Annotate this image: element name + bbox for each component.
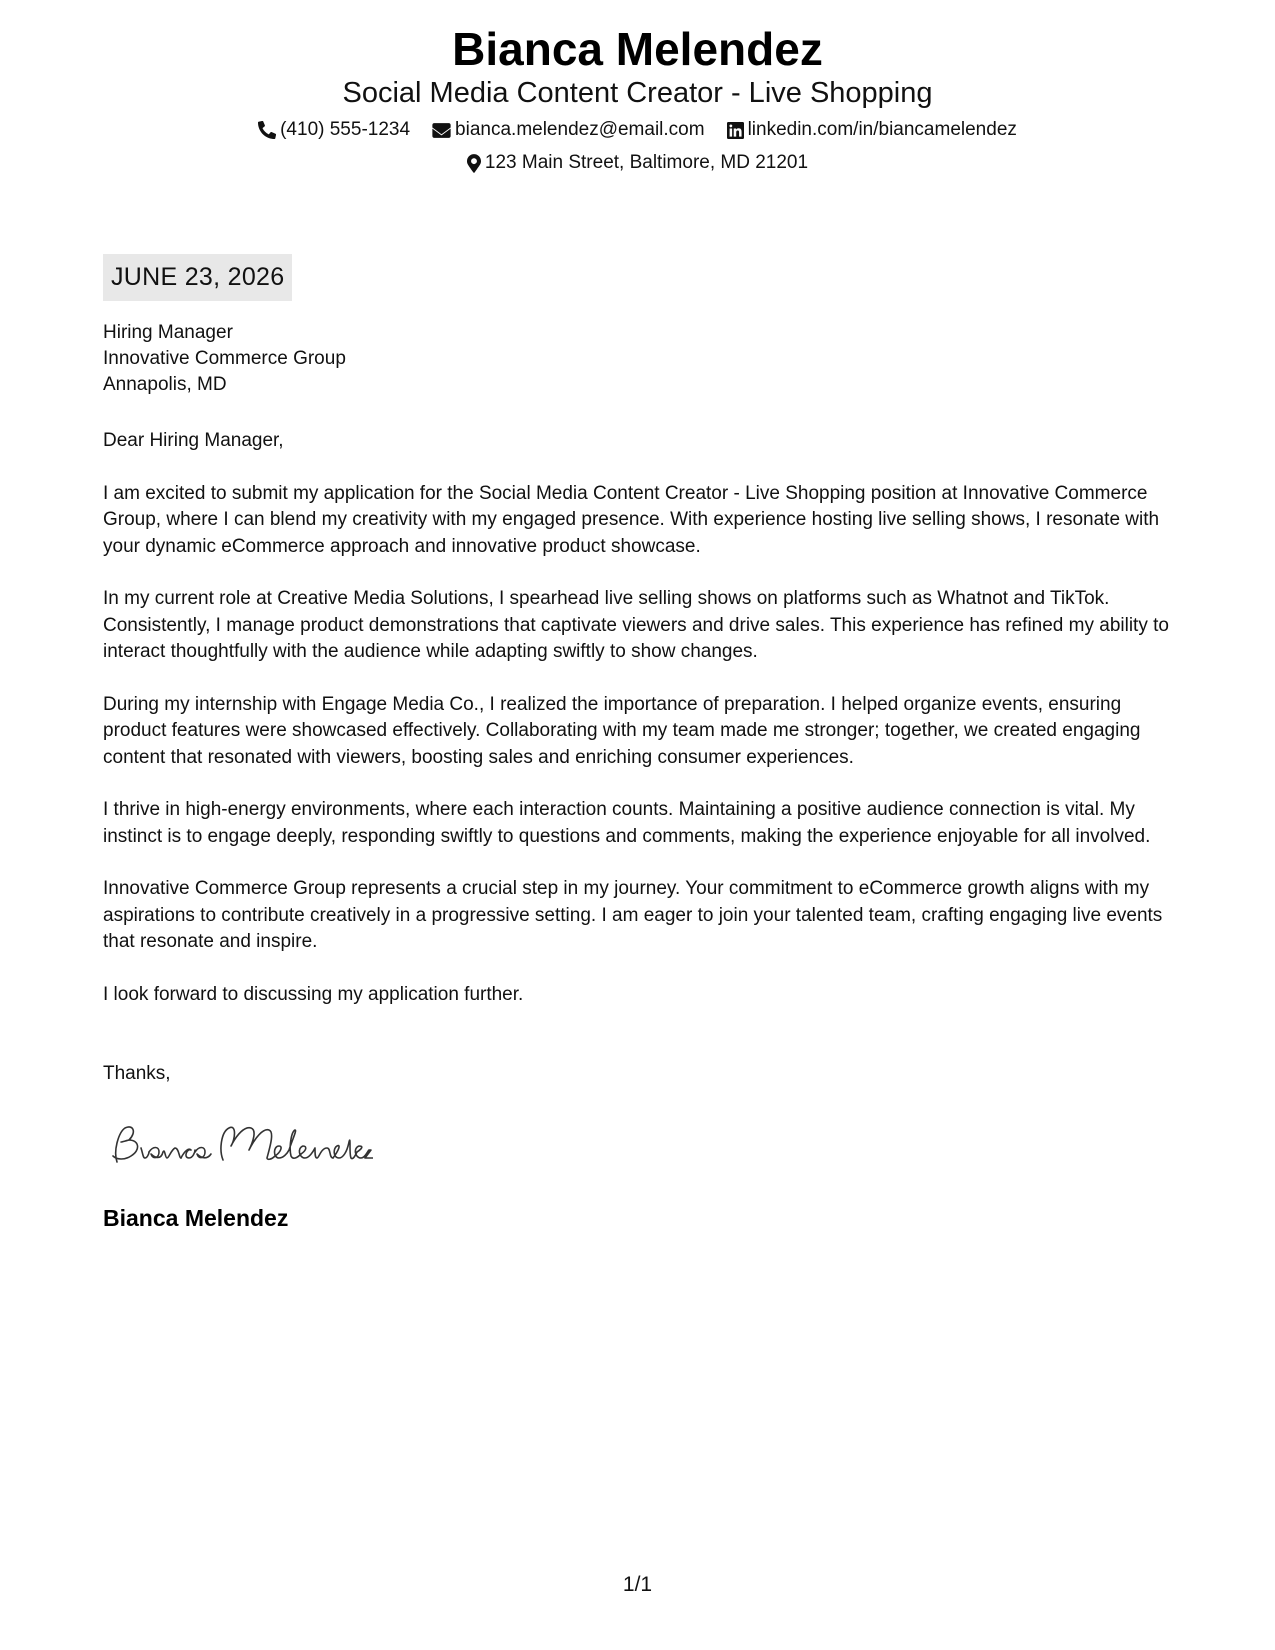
body-paragraph: I look forward to discussing my application further. bbox=[103, 983, 524, 1005]
letter-date: JUNE 23, 2026 bbox=[103, 254, 292, 301]
handwritten-signature bbox=[103, 1120, 373, 1170]
email-text: bianca.melendez@email.com bbox=[455, 119, 705, 140]
map-pin-icon bbox=[467, 154, 481, 173]
closing: Thanks, bbox=[103, 1063, 171, 1084]
contact-phone bbox=[258, 118, 410, 142]
contact-address bbox=[467, 151, 808, 175]
page-number: 1/1 bbox=[622, 1573, 653, 1596]
contact-email bbox=[432, 118, 705, 142]
linkedin-text: linkedin.com/in/biancamelendez bbox=[747, 119, 1017, 140]
address-text: 123 Main Street, Baltimore, MD 21201 bbox=[484, 152, 809, 173]
recipient-location: Annapolis, MD bbox=[103, 374, 227, 395]
body-paragraph: Innovative Commerce Group represents a crucial step in my journey. Your commitment to eCommerce growth aligns with my aspirations to contribute creatively in a progressive setting. I am eager to join your talented team, crafting engaging live events that resonate and inspire. bbox=[103, 878, 1163, 952]
recipient-title: Hiring Manager bbox=[103, 322, 233, 343]
letter-body bbox=[103, 428, 1183, 1034]
address-row bbox=[0, 151, 1275, 175]
linkedin-icon bbox=[727, 122, 744, 139]
body-paragraph: I thrive in high-energy environments, where each interaction counts. Maintaining a positive audience connection is vital. My instinct is to engage deeply, responding swiftly to questions and comments, making the experience enjoyable for all involved. bbox=[103, 799, 1151, 847]
applicant-name: Bianca Melendez bbox=[452, 23, 823, 75]
contact-linkedin bbox=[727, 118, 1017, 142]
letter-header bbox=[0, 22, 1275, 175]
signer-name: Bianca Melendez bbox=[103, 1205, 289, 1231]
contact-row bbox=[0, 118, 1275, 142]
envelope-icon bbox=[432, 123, 451, 138]
recipient-block bbox=[103, 320, 346, 398]
phone-text: (410) 555-1234 bbox=[280, 119, 411, 140]
applicant-role: Social Media Content Creator - Live Shopping bbox=[342, 77, 933, 109]
body-paragraph: In my current role at Creative Media Solutions, I spearhead live selling shows on platforms such as Whatnot and TikTok. Consistently, I manage product demonstrations that captivate viewers and drive sales. This experience has refined my ability to interact thoughtfully with the audience while adapting swiftly to show changes. bbox=[103, 588, 1169, 662]
recipient-company: Innovative Commerce Group bbox=[103, 348, 346, 369]
phone-icon bbox=[258, 121, 276, 139]
body-paragraph: During my internship with Engage Media Co., I realized the importance of preparation. I helped organize events, ensuring product features were showcased effectively. Collaborating with my team made me stronger; together, we created engaging content that resonated with viewers, boosting sales and enriching consumer experiences. bbox=[103, 693, 1141, 768]
body-paragraph: I am excited to submit my application for the Social Media Content Creator - Live Shopping position at Innovative Commerce Group, where I can blend my creativity with my engaged presence. With experience hosting live selling shows, I resonate with your dynamic eCommerce approach and innovative product showcase. bbox=[103, 482, 1160, 557]
salutation: Dear Hiring Manager, bbox=[103, 430, 284, 451]
